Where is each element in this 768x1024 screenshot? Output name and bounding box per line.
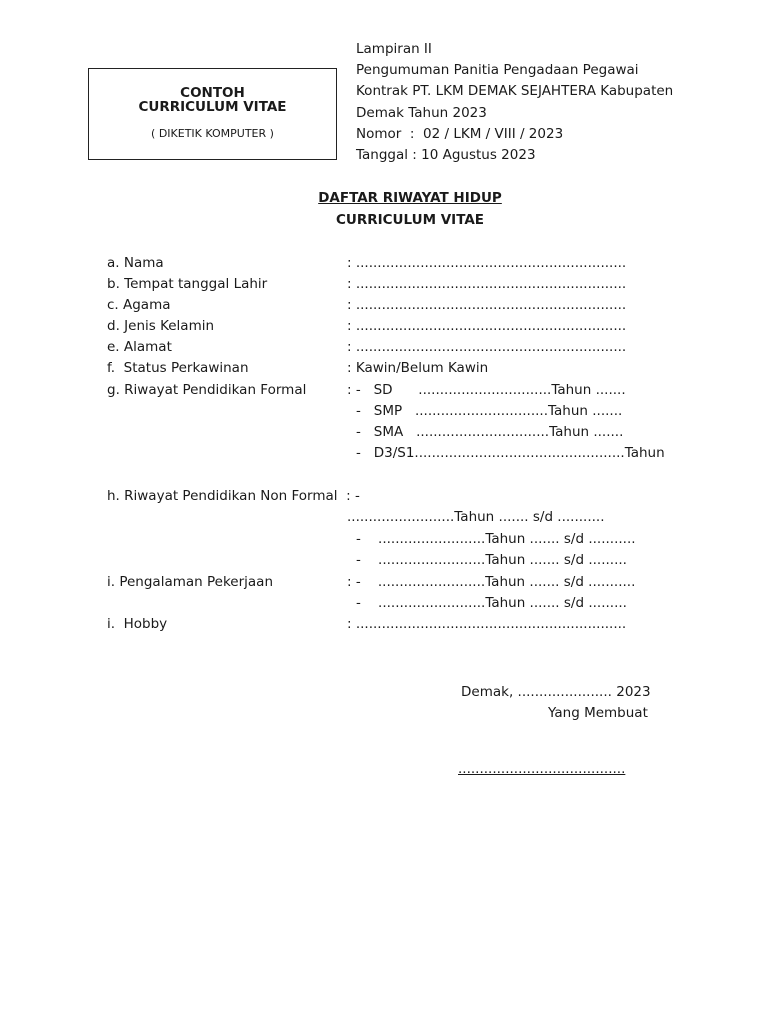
field-value-marital: : Kawin/Belum Kawin [347, 360, 489, 376]
document-title: DAFTAR RIWAYAT HIDUP [318, 190, 502, 206]
field-value-religion: : ............................................................... [347, 297, 627, 313]
education-sma: - SMA ...............................Tahun ....... [356, 424, 624, 440]
announcement-line1: Lampiran II [356, 41, 432, 57]
field-label-nonformal-education: h. Riwayat Pendidikan Non Formal : - [107, 488, 360, 504]
announcement-line2: Pengumuman Panitia Pengadaan Pegawai [356, 62, 639, 78]
announcement-number: Nomor : 02 / LKM / VIII / 2023 [356, 126, 564, 142]
box-subtitle: ( DIKETIK KOMPUTER ) [151, 127, 274, 140]
education-sd: : - SD ...............................Tahun ....... [347, 382, 626, 398]
education-d3-s1: - D3/S1.................................................Tahun [356, 445, 665, 461]
announcement-line4: Demak Tahun 2023 [356, 105, 487, 121]
nonformal-line1: .........................Tahun ....... s/d ........... [347, 509, 605, 525]
field-label-marital: f. Status Perkawinan [107, 360, 249, 376]
field-label-birth: b. Tempat tanggal Lahir [107, 276, 268, 292]
box-title-line2: CURRICULUM VITAE [138, 99, 287, 115]
nonformal-line2: - .........................Tahun ....... s/d ........... [356, 531, 636, 547]
announcement-line3: Kontrak PT. LKM DEMAK SEJAHTERA Kabupaten [356, 83, 674, 99]
signature-maker-label: Yang Membuat [548, 705, 648, 721]
field-value-name: : ............................................................... [347, 255, 627, 271]
field-value-gender: : ............................................................... [347, 318, 627, 334]
field-label-name: a. Nama [107, 255, 164, 271]
field-label-hobby: i. Hobby [107, 616, 168, 632]
work-experience-line2: - .........................Tahun ....... s/d ......... [356, 595, 627, 611]
announcement-date: Tanggal : 10 Agustus 2023 [356, 147, 536, 163]
signature-line: ....................................... [458, 761, 626, 777]
document-subtitle: CURRICULUM VITAE [335, 212, 485, 228]
signature-place-date: Demak, ...................... 2023 [461, 684, 651, 700]
example-cv-box [88, 68, 337, 160]
field-label-work-experience: i. Pengalaman Pekerjaan [107, 574, 274, 590]
box-title-line1: CONTOH [180, 85, 245, 101]
work-experience-line1: : - .........................Tahun ....... s/d ........... [347, 574, 636, 590]
field-label-gender: d. Jenis Kelamin [107, 318, 215, 334]
field-value-address: : ............................................................... [347, 339, 627, 355]
field-value-birth: : ............................................................... [347, 276, 627, 292]
field-label-religion: c. Agama [107, 297, 171, 313]
field-label-formal-education: g. Riwayat Pendidikan Formal [107, 382, 307, 398]
nonformal-line3: - .........................Tahun ....... s/d ......... [356, 552, 627, 568]
field-value-hobby: : ............................................................... [347, 616, 627, 632]
education-smp: - SMP ...............................Tahun ....... [356, 403, 623, 419]
field-label-address: e. Alamat [107, 339, 172, 355]
